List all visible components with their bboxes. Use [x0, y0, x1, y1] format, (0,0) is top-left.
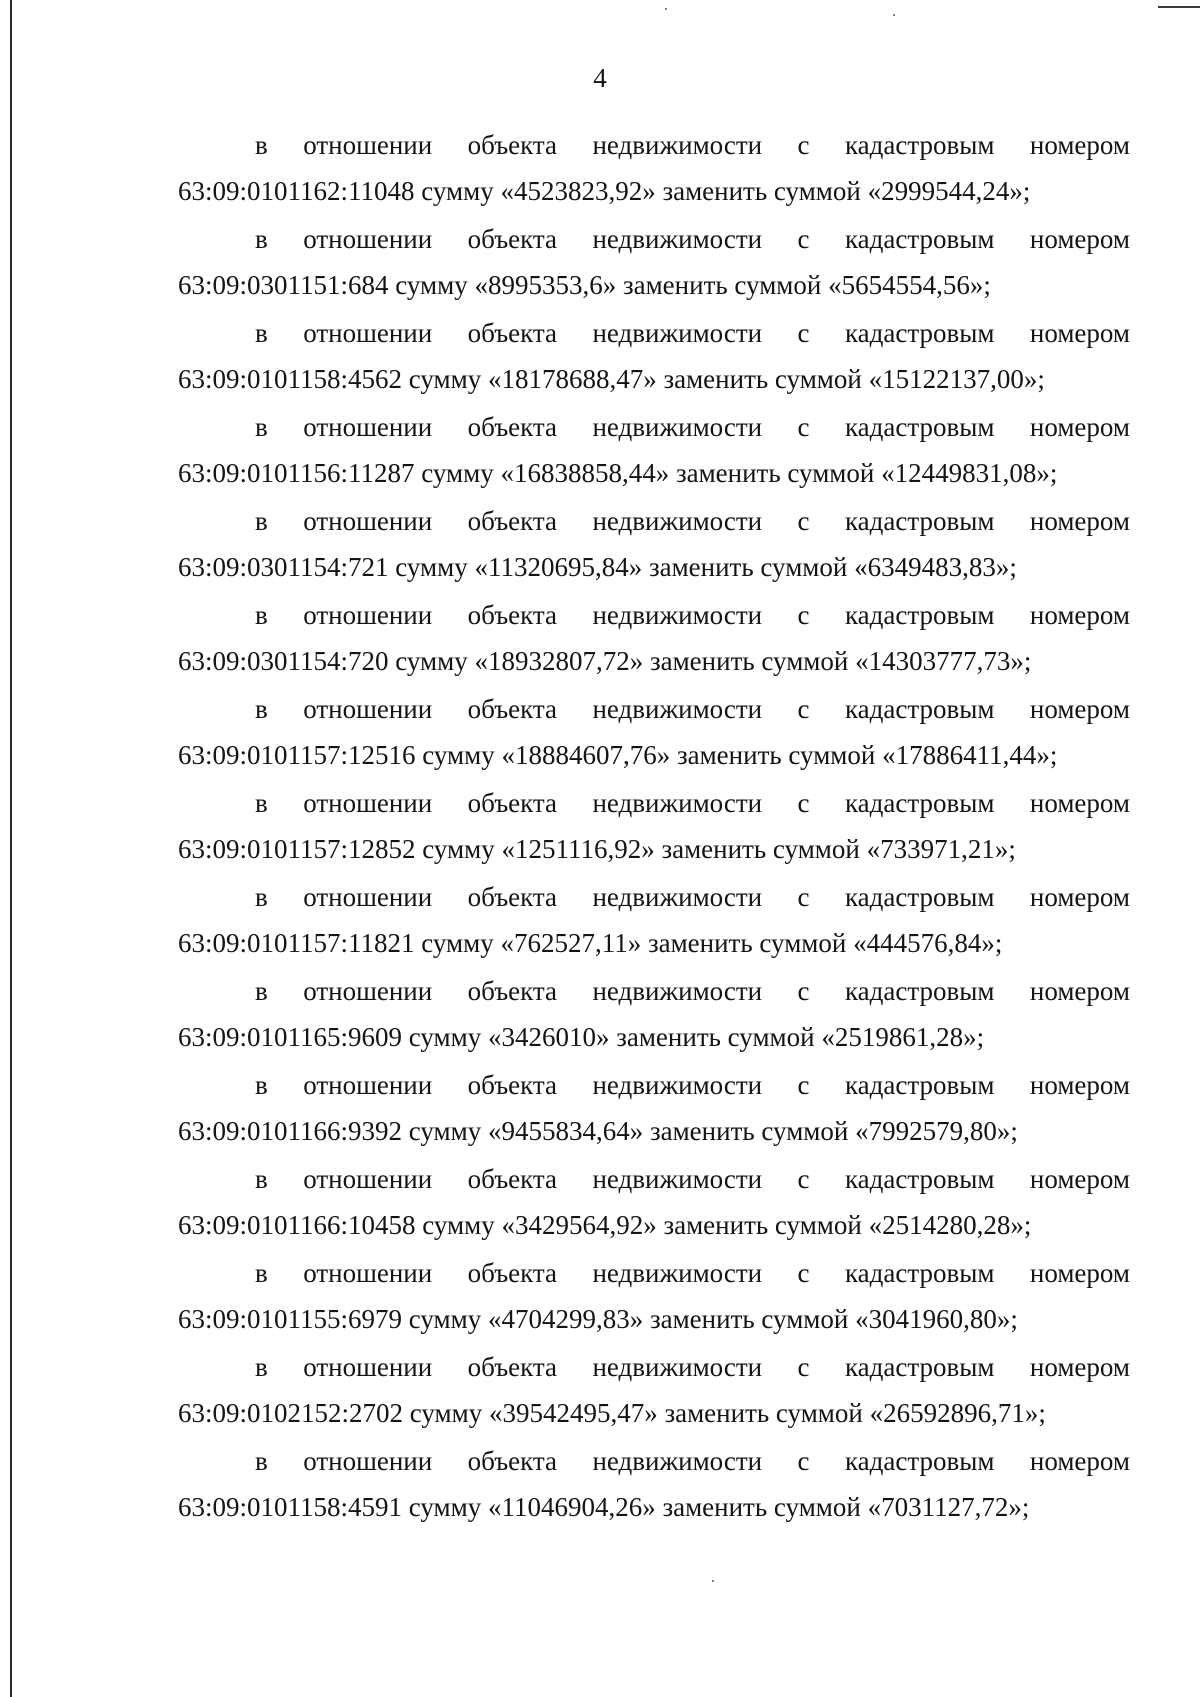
clause-paragraph — [178, 971, 1130, 1065]
clause-paragraph — [178, 1347, 1130, 1441]
clause-intro-word: в — [255, 1164, 268, 1194]
clause-intro-word: недвижимости — [592, 1258, 763, 1288]
clause-intro-word: в — [255, 788, 268, 818]
clause-amount-line: 63:09:0301154:720 сумму «18932807,72» заменить суммой «14303777,73»; — [178, 646, 1032, 676]
clause-intro-word: недвижимости — [592, 600, 763, 630]
clause-intro-line — [178, 689, 1130, 729]
clause-intro-line — [178, 1159, 1130, 1199]
clause-amount-line: 63:09:0301151:684 сумму «8995353,6» заменить суммой «5654554,56»; — [178, 270, 991, 300]
clause-intro-word: отношении — [303, 506, 433, 536]
clause-intro-line — [178, 877, 1130, 917]
clause-amount-line: 63:09:0301154:721 сумму «11320695,84» заменить суммой «6349483,83»; — [178, 552, 1017, 582]
clause-intro-word: недвижимости — [592, 882, 763, 912]
clause-intro-word: недвижимости — [592, 1446, 763, 1476]
clause-intro-word: номером — [1029, 130, 1130, 160]
clause-intro-word: кадастровым — [844, 600, 995, 630]
clause-intro-word: кадастровым — [844, 412, 995, 442]
clause-intro-word: кадастровым — [844, 694, 995, 724]
clause-intro-word: с — [797, 224, 810, 254]
clause-amount-line: 63:09:0101166:9392 сумму «9455834,64» заменить суммой «7992579,80»; — [178, 1116, 1018, 1146]
clause-intro-word: объекта — [467, 412, 558, 442]
clause-intro-word: с — [797, 318, 810, 348]
clause-intro-line — [178, 971, 1130, 1011]
clause-intro-word: кадастровым — [844, 318, 995, 348]
clause-intro-word: кадастровым — [844, 1352, 995, 1382]
clause-paragraph — [178, 1441, 1130, 1535]
clause-intro-line — [178, 1065, 1130, 1105]
clause-paragraph — [178, 501, 1130, 595]
scan-left-edge — [10, 0, 12, 1697]
clause-intro-word: в — [255, 1258, 268, 1288]
clause-intro-word: в — [255, 600, 268, 630]
clause-intro-word: с — [797, 600, 810, 630]
clause-intro-word: в — [255, 882, 268, 912]
clause-intro-word: в — [255, 412, 268, 442]
clause-intro-line — [178, 595, 1130, 635]
page-number: 4 — [593, 63, 607, 93]
clause-intro-word: кадастровым — [844, 224, 995, 254]
clause-intro-word: отношении — [303, 600, 433, 630]
clause-intro-word: отношении — [303, 882, 433, 912]
clause-intro-word: кадастровым — [844, 788, 995, 818]
clause-intro-word: объекта — [467, 318, 558, 348]
clause-amount-line: 63:09:0101158:4591 сумму «11046904,26» заменить суммой «7031127,72»; — [178, 1492, 1030, 1522]
clause-intro-word: отношении — [303, 130, 433, 160]
clause-intro-word: отношении — [303, 224, 433, 254]
clause-intro-word: объекта — [467, 130, 558, 160]
clause-intro-word: номером — [1029, 506, 1130, 536]
clause-intro-word: отношении — [303, 1352, 433, 1382]
clause-amount-line: 63:09:0101155:6979 сумму «4704299,83» заменить суммой «3041960,80»; — [178, 1304, 1018, 1334]
clause-intro-word: номером — [1029, 976, 1130, 1006]
clause-intro-word: отношении — [303, 1446, 433, 1476]
clause-intro-word: объекта — [467, 694, 558, 724]
clause-intro-word: с — [797, 788, 810, 818]
clause-intro-line — [178, 219, 1130, 259]
clause-intro-word: объекта — [467, 788, 558, 818]
clause-intro-word: объекта — [467, 1164, 558, 1194]
document-body — [178, 125, 1130, 1535]
clause-intro-line — [178, 125, 1130, 165]
clause-paragraph — [178, 1065, 1130, 1159]
clause-paragraph — [178, 595, 1130, 689]
clause-amount-line: 63:09:0102152:2702 сумму «39542495,47» заменить суммой «26592896,71»; — [178, 1398, 1046, 1428]
clause-intro-word: объекта — [467, 1070, 558, 1100]
clause-intro-word: недвижимости — [592, 976, 763, 1006]
clause-intro-word: отношении — [303, 318, 433, 348]
clause-intro-word: в — [255, 224, 268, 254]
clause-intro-line — [178, 1441, 1130, 1481]
clause-paragraph — [178, 407, 1130, 501]
clause-intro-word: кадастровым — [844, 882, 995, 912]
clause-intro-word: номером — [1029, 882, 1130, 912]
clause-intro-word: номером — [1029, 1070, 1130, 1100]
clause-intro-word: недвижимости — [592, 1352, 763, 1382]
clause-intro-word: кадастровым — [844, 1446, 995, 1476]
clause-intro-word: кадастровым — [844, 1258, 995, 1288]
clause-intro-word: объекта — [467, 976, 558, 1006]
clause-intro-word: недвижимости — [592, 412, 763, 442]
clause-intro-word: с — [797, 976, 810, 1006]
clause-intro-word: объекта — [467, 506, 558, 536]
clause-intro-word: кадастровым — [844, 1164, 995, 1194]
scan-speck — [712, 1580, 714, 1582]
clause-paragraph — [178, 689, 1130, 783]
clause-intro-word: кадастровым — [844, 976, 995, 1006]
clause-paragraph — [178, 1159, 1130, 1253]
clause-amount-line: 63:09:0101165:9609 сумму «3426010» заменить суммой «2519861,28»; — [178, 1022, 985, 1052]
clause-intro-word: отношении — [303, 976, 433, 1006]
clause-intro-word: номером — [1029, 224, 1130, 254]
clause-intro-word: с — [797, 130, 810, 160]
clause-intro-word: с — [797, 1258, 810, 1288]
clause-intro-word: недвижимости — [592, 224, 763, 254]
clause-intro-word: номером — [1029, 1446, 1130, 1476]
clause-intro-word: в — [255, 694, 268, 724]
clause-intro-word: объекта — [467, 1446, 558, 1476]
clause-intro-word: номером — [1029, 1352, 1130, 1382]
clause-intro-word: недвижимости — [592, 318, 763, 348]
clause-intro-word: объекта — [467, 600, 558, 630]
clause-intro-word: с — [797, 1446, 810, 1476]
clause-intro-line — [178, 501, 1130, 541]
clause-intro-word: недвижимости — [592, 1070, 763, 1100]
clause-intro-word: номером — [1029, 318, 1130, 348]
clause-intro-word: недвижимости — [592, 130, 763, 160]
clause-intro-word: с — [797, 694, 810, 724]
clause-intro-word: номером — [1029, 1164, 1130, 1194]
clause-intro-line — [178, 407, 1130, 447]
clause-intro-word: с — [797, 1070, 810, 1100]
clause-intro-line — [178, 1347, 1130, 1387]
clause-intro-word: в — [255, 1352, 268, 1382]
clause-intro-word: отношении — [303, 788, 433, 818]
clause-intro-word: номером — [1029, 788, 1130, 818]
clause-amount-line: 63:09:0101157:12852 сумму «1251116,92» заменить суммой «733971,21»; — [178, 834, 1016, 864]
clause-intro-word: объекта — [467, 1352, 558, 1382]
clause-intro-word: объекта — [467, 1258, 558, 1288]
clause-amount-line: 63:09:0101166:10458 сумму «3429564,92» заменить суммой «2514280,28»; — [178, 1210, 1032, 1240]
clause-paragraph — [178, 1253, 1130, 1347]
clause-amount-line: 63:09:0101158:4562 сумму «18178688,47» заменить суммой «15122137,00»; — [178, 364, 1045, 394]
clause-paragraph — [178, 313, 1130, 407]
clause-intro-word: с — [797, 882, 810, 912]
clause-intro-word: с — [797, 1352, 810, 1382]
clause-intro-word: с — [797, 506, 810, 536]
scan-speck — [893, 14, 895, 16]
clause-intro-word: в — [255, 1070, 268, 1100]
clause-intro-word: отношении — [303, 1070, 433, 1100]
clause-paragraph — [178, 877, 1130, 971]
clause-paragraph — [178, 219, 1130, 313]
clause-intro-word: номером — [1029, 600, 1130, 630]
clause-amount-line: 63:09:0101162:11048 сумму «4523823,92» заменить суммой «2999544,24»; — [178, 176, 1031, 206]
clause-intro-line — [178, 1253, 1130, 1293]
clause-intro-word: с — [797, 1164, 810, 1194]
clause-intro-line — [178, 783, 1130, 823]
clause-intro-word: в — [255, 976, 268, 1006]
clause-intro-word: номером — [1029, 1258, 1130, 1288]
clause-intro-word: кадастровым — [844, 1070, 995, 1100]
clause-intro-word: номером — [1029, 694, 1130, 724]
clause-intro-line — [178, 313, 1130, 353]
clause-amount-line: 63:09:0101157:12516 сумму «18884607,76» заменить суммой «17886411,44»; — [178, 740, 1058, 770]
clause-intro-word: в — [255, 318, 268, 348]
clause-intro-word: кадастровым — [844, 130, 995, 160]
clause-intro-word: недвижимости — [592, 788, 763, 818]
clause-intro-word: в — [255, 506, 268, 536]
clause-intro-word: недвижимости — [592, 694, 763, 724]
clause-intro-word: недвижимости — [592, 1164, 763, 1194]
clause-intro-word: номером — [1029, 412, 1130, 442]
clause-intro-word: с — [797, 412, 810, 442]
clause-intro-word: кадастровым — [844, 506, 995, 536]
clause-intro-word: объекта — [467, 224, 558, 254]
scan-corner-mark — [1158, 6, 1200, 8]
clause-amount-line: 63:09:0101156:11287 сумму «16838858,44» заменить суммой «12449831,08»; — [178, 458, 1058, 488]
clause-intro-word: в — [255, 1446, 268, 1476]
clause-intro-word: отношении — [303, 694, 433, 724]
scan-speck — [665, 8, 667, 10]
clause-intro-word: отношении — [303, 412, 433, 442]
clause-intro-word: отношении — [303, 1164, 433, 1194]
clause-paragraph — [178, 783, 1130, 877]
clause-intro-word: недвижимости — [592, 506, 763, 536]
clause-intro-word: в — [255, 130, 268, 160]
clause-amount-line: 63:09:0101157:11821 сумму «762527,11» заменить суммой «444576,84»; — [178, 928, 1003, 958]
clause-intro-word: объекта — [467, 882, 558, 912]
clause-intro-word: отношении — [303, 1258, 433, 1288]
clause-paragraph — [178, 125, 1130, 219]
